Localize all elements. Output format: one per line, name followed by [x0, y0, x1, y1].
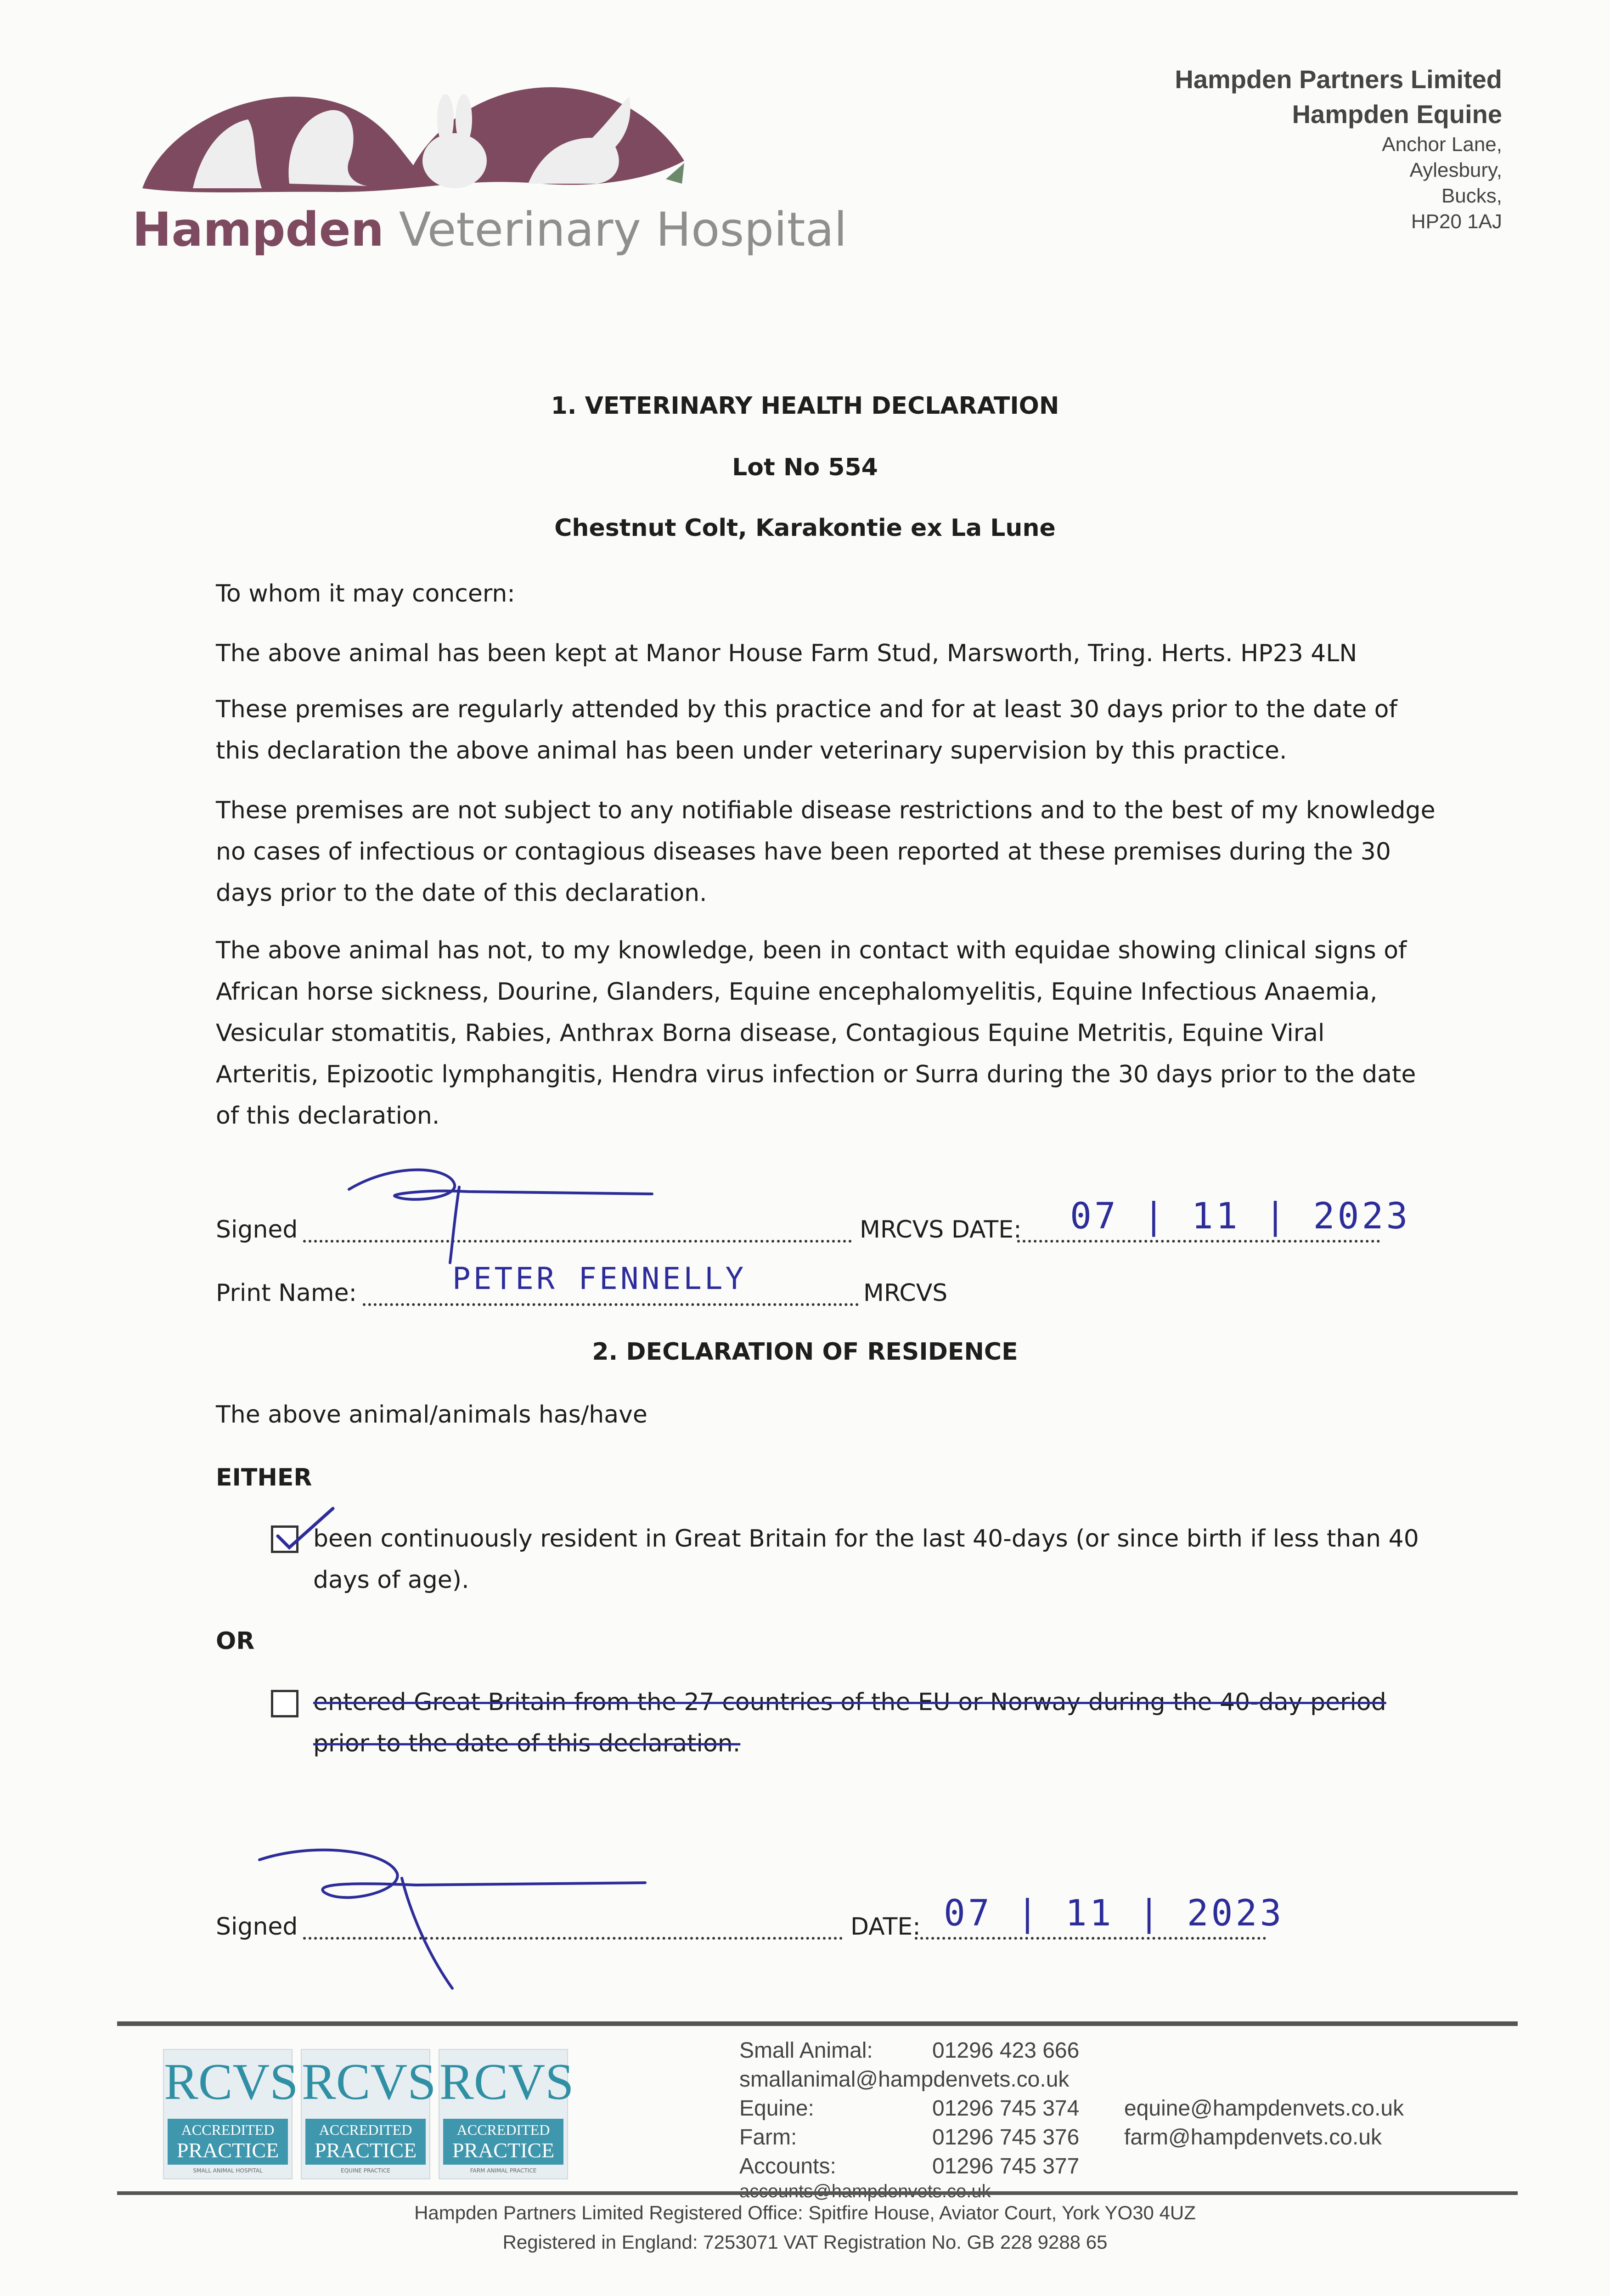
contact-email[interactable]: equine@hampdenvets.co.uk — [1124, 2096, 1404, 2121]
signature-image — [340, 1157, 661, 1267]
contact-phone: 01296 423 666 — [932, 2038, 1080, 2063]
print-name-label: Print Name: — [216, 1279, 357, 1307]
lot-number: Lot No 554 — [732, 454, 878, 481]
rcvs-logo-text: RCVS — [439, 2054, 574, 2110]
badge-practice: PRACTICE — [452, 2138, 555, 2162]
signature-date: 07 | 11 | 2023 — [1070, 1196, 1411, 1237]
salutation: To whom it may concern: — [216, 580, 515, 608]
or-label: OR — [216, 1627, 255, 1655]
logo-name-bold: Hampden — [132, 203, 384, 257]
registered-office: Hampden Partners Limited Registered Office: Spitfire House, Aviator Court, York YO30 4UZ — [414, 2202, 1196, 2223]
signed-label: Signed — [216, 1216, 298, 1244]
rcvs-badge — [301, 2049, 436, 2179]
registration-numbers: Registered in England: 7253071 VAT Registration No. GB 228 9288 65 — [502, 2231, 1108, 2253]
date-line — [1017, 1240, 1380, 1243]
contact-label: Farm: — [739, 2125, 797, 2150]
badge-accredited: ACCREDITED — [181, 2122, 275, 2138]
horse-description: Chestnut Colt, Karakontie ex La Lune — [554, 514, 1056, 542]
option1-text: been continuously resident in Great Britain for the last 40-days (or since birth if less than 40 days of age). — [313, 1525, 1419, 1594]
contact-phone: 01296 745 374 — [932, 2096, 1080, 2121]
address-line: Bucks, — [1441, 185, 1502, 207]
section2-title: 2. DECLARATION OF RESIDENCE — [592, 1338, 1018, 1366]
date-line-2 — [915, 1937, 1266, 1940]
mrcvs-suffix: MRCVS — [863, 1279, 948, 1307]
paragraph-supervision: These premises are regularly attended by this practice and for at least 30 days prior to the date of this declaration the above animal has been under veterinary supervision by this practice. — [216, 696, 1397, 765]
badge-practice: PRACTICE — [314, 2138, 417, 2162]
signature-image-2 — [250, 1841, 664, 1993]
address-line: Aylesbury, — [1409, 159, 1502, 181]
date-label: DATE: — [850, 1913, 921, 1941]
rcvs-logo-text: RCVS — [164, 2054, 298, 2110]
residence-date: 07 | 11 | 2023 — [944, 1893, 1284, 1934]
badge-subtitle: FARM ANIMAL PRACTICE — [470, 2167, 537, 2174]
contact-phone: 01296 745 377 — [932, 2154, 1080, 2178]
signed-label-2: Signed — [216, 1913, 298, 1941]
mrcvs-date-label: MRCVS DATE: — [860, 1216, 1022, 1244]
contact-label: Accounts: — [739, 2154, 836, 2178]
footer-bottom-rule — [117, 2191, 1518, 2195]
badge-accredited: ACCREDITED — [456, 2122, 550, 2138]
contact-label: Equine: — [739, 2096, 814, 2121]
printed-name: PETER FENNELLY — [452, 1261, 747, 1296]
section1-title: 1. VETERINARY HEALTH DECLARATION — [551, 392, 1059, 420]
option2-text-struck: entered Great Britain from the 27 countries of the EU or Norway during the 40-day period prior to the date of this declaration. — [313, 1688, 1386, 1757]
rcvs-logo-text: RCVS — [302, 2054, 436, 2110]
logo-name-light: Veterinary Hospital — [399, 203, 847, 257]
hospital-name-logo — [132, 203, 847, 257]
rcvs-badge — [439, 2049, 574, 2179]
residence-intro: The above animal/animals has/have — [216, 1401, 647, 1429]
badge-subtitle: SMALL ANIMAL HOSPITAL — [193, 2167, 263, 2174]
company-division: Hampden Equine — [1292, 100, 1502, 129]
contact-email[interactable]: smallanimal@hampdenvets.co.uk — [739, 2067, 1070, 2092]
badge-accredited: ACCREDITED — [319, 2122, 412, 2138]
badge-practice: PRACTICE — [176, 2138, 279, 2162]
paragraph-restrictions: These premises are not subject to any notifiable disease restrictions and to the best of my knowledge no cases of infectious or contagious diseases have been reported at these premises during the 30 days prior to the date of this declaration. — [216, 797, 1435, 907]
address-line: HP20 1AJ — [1411, 210, 1502, 233]
address-line: Anchor Lane, — [1382, 133, 1502, 156]
contact-label: Small Animal: — [739, 2038, 873, 2063]
either-label: EITHER — [216, 1464, 312, 1491]
company-name: Hampden Partners Limited — [1175, 65, 1502, 94]
footer-top-rule — [117, 2021, 1518, 2026]
rcvs-badge — [163, 2049, 298, 2179]
contact-phone: 01296 745 376 — [932, 2125, 1080, 2150]
option2-checkbox[interactable] — [271, 1690, 298, 1717]
company-address — [1175, 62, 1502, 235]
contact-email[interactable]: farm@hampdenvets.co.uk — [1124, 2125, 1382, 2150]
paragraph-premises: The above animal has been kept at Manor House Farm Stud, Marsworth, Tring. Herts. HP23 4LN — [216, 640, 1357, 667]
hospital-logo-animals — [138, 69, 689, 207]
print-name-line — [363, 1303, 859, 1306]
badge-subtitle: EQUINE PRACTICE — [340, 2167, 391, 2174]
paragraph-diseases: The above animal has not, to my knowledge, been in contact with equidae showing clinical signs of African horse sickness, Dourine, Glanders, Equine encephalomyelitis, Equine Infectious Anaemia, Vesicular stomatitis, Rabies, Anthrax Borna disease, Contagious Equine Metritis, Equine Viral Arteritis, Epizootic lymphangitis, Hendra virus infection or Surra during the 30 days prior to the date of this declaration. — [216, 937, 1416, 1130]
